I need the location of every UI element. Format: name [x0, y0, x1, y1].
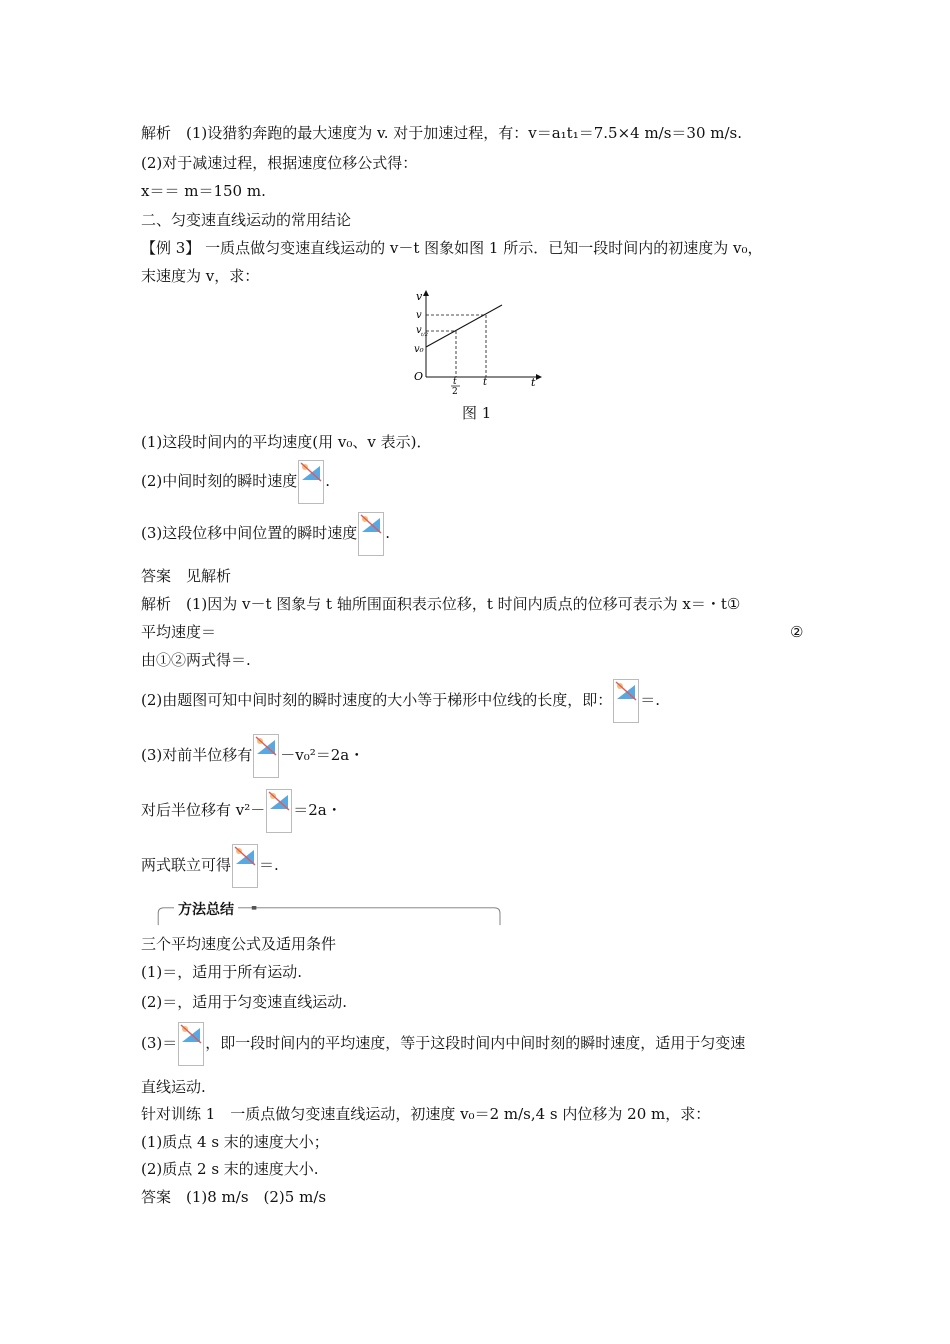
- v-label: v: [416, 310, 422, 321]
- image-placeholder-icon: [298, 460, 324, 504]
- axis-t-label: t: [531, 376, 536, 389]
- training-answer: 答案 (1)8 m/s (2)5 m/s: [141, 1188, 327, 1206]
- method-1: 三个平均速度公式及适用条件: [141, 935, 337, 953]
- solution-2: 平均速度＝: [141, 623, 217, 641]
- image-placeholder-icon: [358, 512, 384, 556]
- v0-label: v₀: [414, 344, 424, 355]
- solution-6: 对后半位移有 v²－ ＝2a・: [141, 789, 342, 833]
- vhalf-label: v: [416, 325, 422, 336]
- method-4: (3)＝ ，即一段时间内的平均速度，等于这段时间内中间时刻的瞬时速度，适用于匀变速: [141, 1022, 745, 1066]
- training-q2: (2)质点 2 s 末的速度大小.: [141, 1160, 319, 1178]
- t-tick-label: t: [483, 377, 488, 388]
- answer-line: 答案 见解析: [141, 567, 232, 585]
- question-1: (1)这段时间内的平均速度(用 v₀、v 表示)．: [141, 433, 432, 451]
- training-q1: (1)质点 4 s 末的速度大小；: [141, 1133, 329, 1151]
- velocity-line: [426, 305, 502, 347]
- line-3: x＝＝ m＝150 m.: [141, 182, 266, 200]
- section-heading: 二、匀变速直线运动的常用结论: [141, 211, 352, 229]
- t-axis-arrow: [536, 374, 542, 380]
- training-1: 针对训练 1 一质点做匀变速直线运动，初速度 v₀＝2 m/s,4 s 内位移为 20 m，求：: [141, 1105, 711, 1123]
- method-3: (2)＝，适用于匀变速直线运动.: [141, 993, 348, 1011]
- solution-3: 由①②两式得＝.: [141, 651, 251, 669]
- t-half-numerator: t: [453, 377, 457, 387]
- figure-caption: 图 1: [462, 404, 492, 422]
- vhalf-subscript: t/2: [421, 332, 428, 338]
- image-placeholder-icon: [613, 679, 639, 723]
- question-2: (2)中间时刻的瞬时速度 .: [141, 460, 330, 504]
- axis-v-label: v: [416, 290, 423, 303]
- image-placeholder-icon: [178, 1022, 204, 1066]
- image-placeholder-icon: [232, 844, 258, 888]
- method-summary-title: 方法总结: [174, 899, 238, 919]
- example-3-line-2: 末速度为 v，求：: [141, 267, 260, 285]
- solution-1: 解析 (1)因为 v－t 图象与 t 轴所围面积表示位移，t 时间内质点的位移可表示为 x＝・t①: [141, 595, 741, 613]
- vt-graph: [408, 286, 548, 396]
- image-placeholder-icon: [253, 734, 279, 778]
- t-half-denominator: 2: [452, 387, 458, 396]
- v-axis-arrow: [423, 290, 429, 296]
- example-3-line: 【例 3】 一质点做匀变速直线运动的 v－t 图象如图 1 所示．已知一段时间内的初速度为 v₀，: [141, 239, 763, 257]
- method-5: 直线运动.: [141, 1078, 206, 1096]
- origin-label: O: [414, 370, 424, 383]
- image-placeholder-icon: [266, 789, 292, 833]
- solution-7: 两式联立可得 ＝.: [141, 844, 279, 888]
- equation-number: ②: [790, 623, 804, 641]
- question-3: (3)这段位移中间位置的瞬时速度 .: [141, 512, 390, 556]
- line-2: (2)对于减速过程，根据速度位移公式得：: [141, 154, 418, 172]
- solution-5: (3)对前半位移有 －v₀²＝2a・: [141, 734, 364, 778]
- solution-4: (2)由题图可知中间时刻的瞬时速度的大小等于梯形中位线的长度，即： ＝.: [141, 679, 660, 723]
- method-2: (1)＝，适用于所有运动.: [141, 963, 303, 981]
- line-1: 解析 (1)设猎豹奔跑的最大速度为 v. 对于加速过程，有：v＝a₁t₁＝7.5×4 m/s＝30 m/s.: [141, 124, 743, 142]
